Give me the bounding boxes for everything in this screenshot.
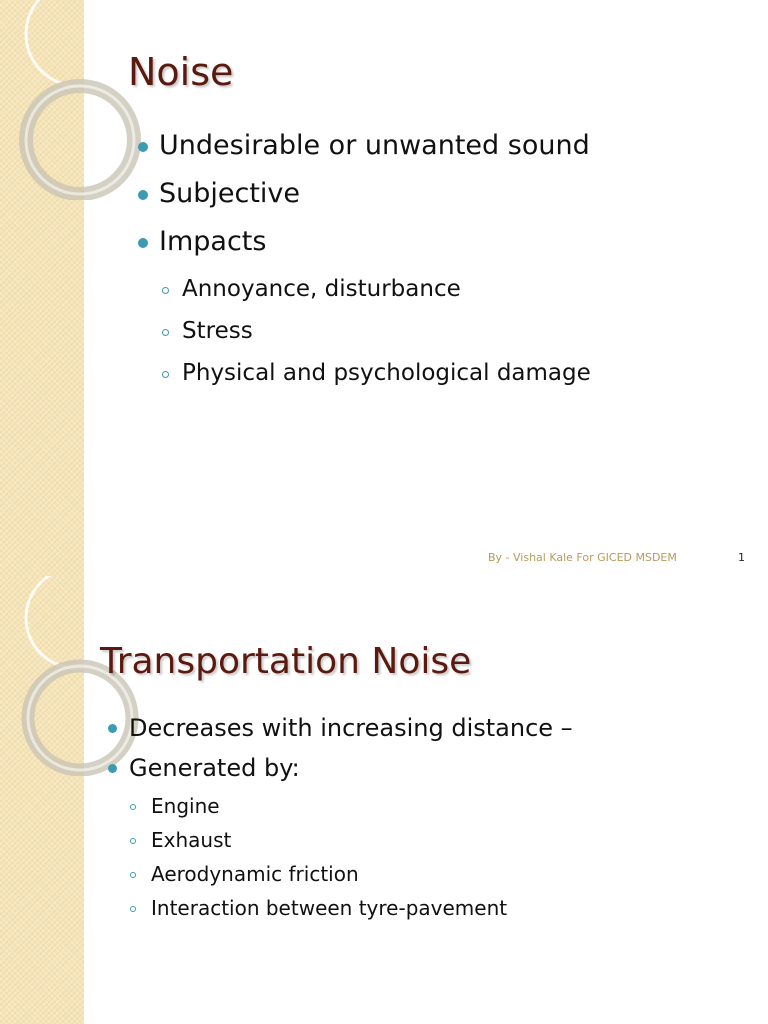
bullet-text: Interaction between tyre-pavement (151, 896, 508, 920)
sub-bullet-item (162, 272, 591, 314)
sub-bullet-item (130, 792, 573, 826)
bullet-text: Undesirable or unwanted sound (159, 130, 590, 161)
bullet-ring-icon (130, 872, 136, 878)
bullet-text: Exhaust (151, 828, 232, 852)
sub-bullet-item (130, 860, 573, 894)
bullet-text: Impacts (159, 226, 267, 257)
slide-title: Transportation Noise (100, 641, 472, 682)
slide-title: Noise (128, 50, 234, 94)
bullet-text: Engine (151, 794, 220, 818)
slide-2 (0, 576, 768, 1024)
bullet-dot-icon (108, 764, 117, 773)
sub-bullet-item (130, 826, 573, 860)
bullet-ring-icon (162, 287, 169, 294)
bullet-dot-icon (108, 724, 117, 733)
bullet-list (138, 128, 591, 398)
bullet-text: Aerodynamic friction (151, 862, 359, 886)
bullet-item (108, 752, 573, 792)
bullet-list (108, 712, 573, 928)
bullet-ring-icon (130, 804, 136, 810)
bullet-ring-icon (130, 838, 136, 844)
sub-bullet-item (130, 894, 573, 928)
bullet-ring-icon (162, 371, 169, 378)
bullet-dot-icon (138, 142, 148, 152)
sub-bullet-item (162, 356, 591, 398)
bullet-text: Annoyance, disturbance (182, 276, 461, 302)
decorative-rings-icon (0, 0, 150, 200)
bullet-dot-icon (138, 238, 148, 248)
bullet-text: Decreases with increasing distance – (129, 714, 573, 742)
bullet-text: Stress (182, 318, 253, 344)
bullet-item (138, 224, 591, 272)
page-number: 1 (738, 551, 745, 564)
slide-footer: By - Vishal Kale For GICED MSDEM (488, 551, 677, 564)
bullet-item (138, 176, 591, 224)
bullet-ring-icon (130, 906, 136, 912)
bullet-ring-icon (162, 329, 169, 336)
bullet-item (138, 128, 591, 176)
bullet-text: Subjective (159, 178, 301, 209)
bullet-item (108, 712, 573, 752)
sub-bullet-item (162, 314, 591, 356)
bullet-dot-icon (138, 190, 148, 200)
bullet-text: Physical and psychological damage (182, 360, 591, 386)
bullet-text: Generated by: (129, 754, 300, 782)
